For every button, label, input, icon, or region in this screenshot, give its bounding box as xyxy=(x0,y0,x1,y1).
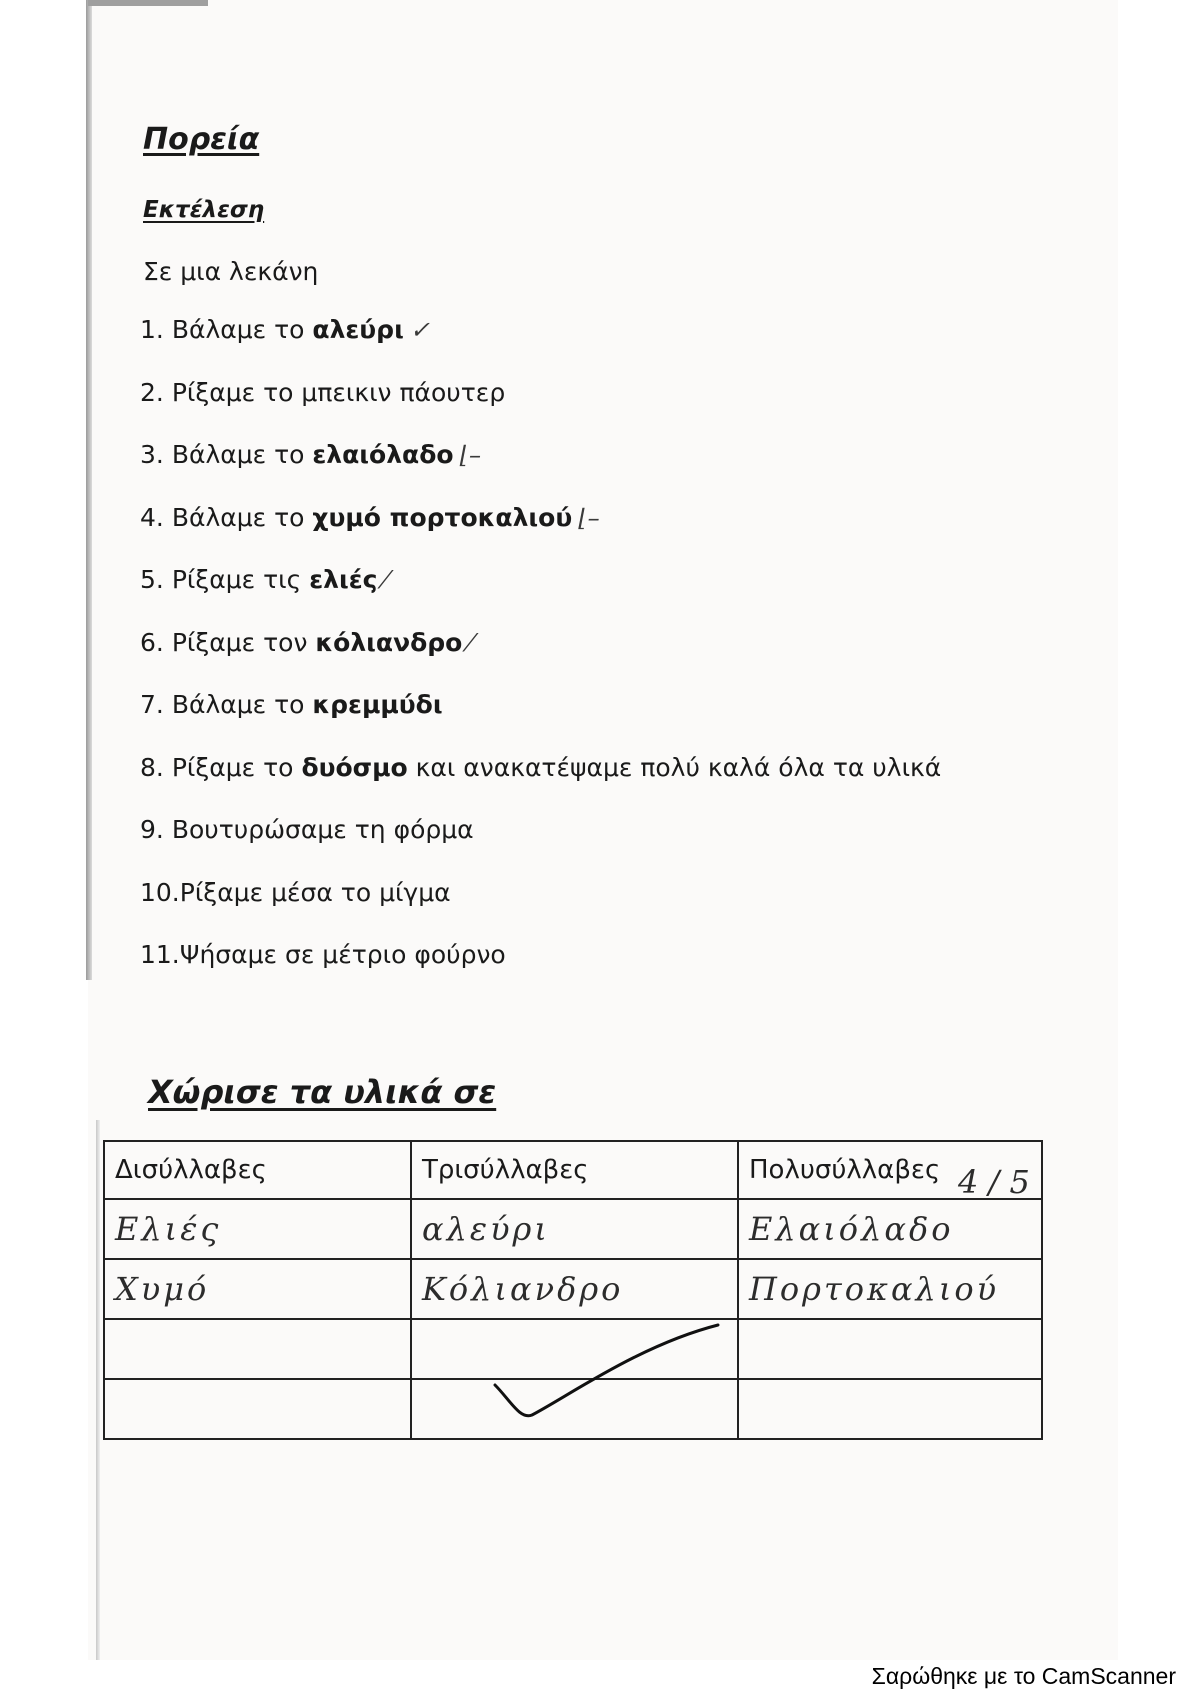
step-item xyxy=(140,503,600,532)
table-cell xyxy=(411,1379,738,1439)
step-text: Βάλαμε το xyxy=(171,440,313,469)
step-number: 9. xyxy=(140,815,164,844)
step-item xyxy=(140,690,443,719)
table-title: Χώρισε τα υλικά σε xyxy=(148,1073,497,1111)
scanner-watermark: Σαρώθηκε με το CamScanner xyxy=(871,1663,1176,1689)
step-number: 4. xyxy=(140,502,164,532)
table-row xyxy=(104,1199,1042,1259)
step-number: 1. xyxy=(140,315,164,344)
step-text: Βουτυρώσαμε τη φόρμα xyxy=(171,815,474,844)
step-item xyxy=(140,565,388,594)
step-text: Ρίξαμε μέσα το μίγμα xyxy=(179,877,451,907)
scan-top-strip xyxy=(88,0,208,6)
header-trisyllabic: Τρισύλλαβες xyxy=(411,1141,738,1199)
check-mark-icon: ✓ xyxy=(409,316,430,344)
table-row xyxy=(104,1379,1042,1439)
step-item xyxy=(140,940,506,969)
syllable-table xyxy=(103,1140,1043,1440)
table-cell xyxy=(104,1379,411,1439)
check-mark-icon: ⌊– xyxy=(459,441,481,469)
step-number: 6. xyxy=(140,627,164,657)
step-ingredient: ελιές xyxy=(309,565,378,594)
step-ingredient: κόλιανδρο xyxy=(315,627,463,657)
step-number: 3. xyxy=(140,440,164,469)
step-number: 2. xyxy=(140,377,164,407)
step-item xyxy=(140,378,505,407)
table-row xyxy=(104,1259,1042,1319)
table-cell xyxy=(738,1379,1042,1439)
step-number: 5. xyxy=(140,565,164,594)
table-cell: Ελιές xyxy=(104,1199,411,1259)
step-item xyxy=(140,315,430,344)
step-text: Βάλαμε το xyxy=(171,502,313,532)
step-text-continued: και ανακατέψαμε πολύ καλά όλα τα υλικά xyxy=(407,752,942,782)
step-text: Ρίξαμε το xyxy=(171,752,302,782)
paper-shadow-edge-lower xyxy=(96,1120,100,1660)
step-text: Βάλαμε το xyxy=(171,690,313,719)
paper-shadow-edge xyxy=(86,0,92,980)
step-ingredient: αλεύρι xyxy=(312,315,404,344)
intro-text: Σε μια λεκάνη xyxy=(143,257,319,286)
subsection-title: Εκτέλεση xyxy=(143,197,265,223)
check-mark-icon: ⁄ xyxy=(468,628,473,657)
table-cell: αλεύρι xyxy=(411,1199,738,1259)
step-item xyxy=(140,440,481,469)
step-ingredient: ελαιόλαδο xyxy=(312,440,454,469)
step-item xyxy=(140,878,451,907)
step-item xyxy=(140,815,474,844)
handwritten-score: 4 / 5 xyxy=(958,1163,1030,1201)
step-text: Ψήσαμε σε μέτριο φούρνο xyxy=(179,940,506,969)
step-number: 7. xyxy=(140,690,164,719)
step-item xyxy=(140,628,472,657)
step-number: 8. xyxy=(140,752,164,782)
step-text: Ρίξαμε τον xyxy=(171,627,316,657)
step-number: 11. xyxy=(140,940,180,969)
table-cell: Ελαιόλαδο xyxy=(738,1199,1042,1259)
table-cell: Κόλιανδρο xyxy=(411,1259,738,1319)
header-polysyllabic: Πολυσύλλαβες xyxy=(738,1141,1042,1199)
step-ingredient: κρεμμύδι xyxy=(312,690,443,719)
header-disyllabic: Δισύλλαβες xyxy=(104,1141,411,1199)
table-cell: Χυμό xyxy=(104,1259,411,1319)
section-title: Πορεία xyxy=(143,122,260,157)
table-cell xyxy=(738,1319,1042,1379)
table-header-row xyxy=(104,1141,1042,1199)
step-item xyxy=(140,753,941,782)
table-cell xyxy=(411,1319,738,1379)
step-text: Βάλαμε το xyxy=(171,315,313,344)
step-number: 10. xyxy=(140,877,180,907)
check-mark-icon: ⌊– xyxy=(578,503,600,532)
check-mark-icon: ⁄ xyxy=(383,566,388,594)
step-ingredient: δυόσμο xyxy=(301,752,408,782)
step-text: Ρίξαμε τις xyxy=(171,565,310,594)
step-text: Ρίξαμε το μπεικιν πάουτερ xyxy=(171,377,506,407)
table-row xyxy=(104,1319,1042,1379)
step-ingredient: χυμό πορτοκαλιού xyxy=(312,502,573,532)
table-cell xyxy=(104,1319,411,1379)
table-cell: Πορτοκαλιού xyxy=(738,1259,1042,1319)
